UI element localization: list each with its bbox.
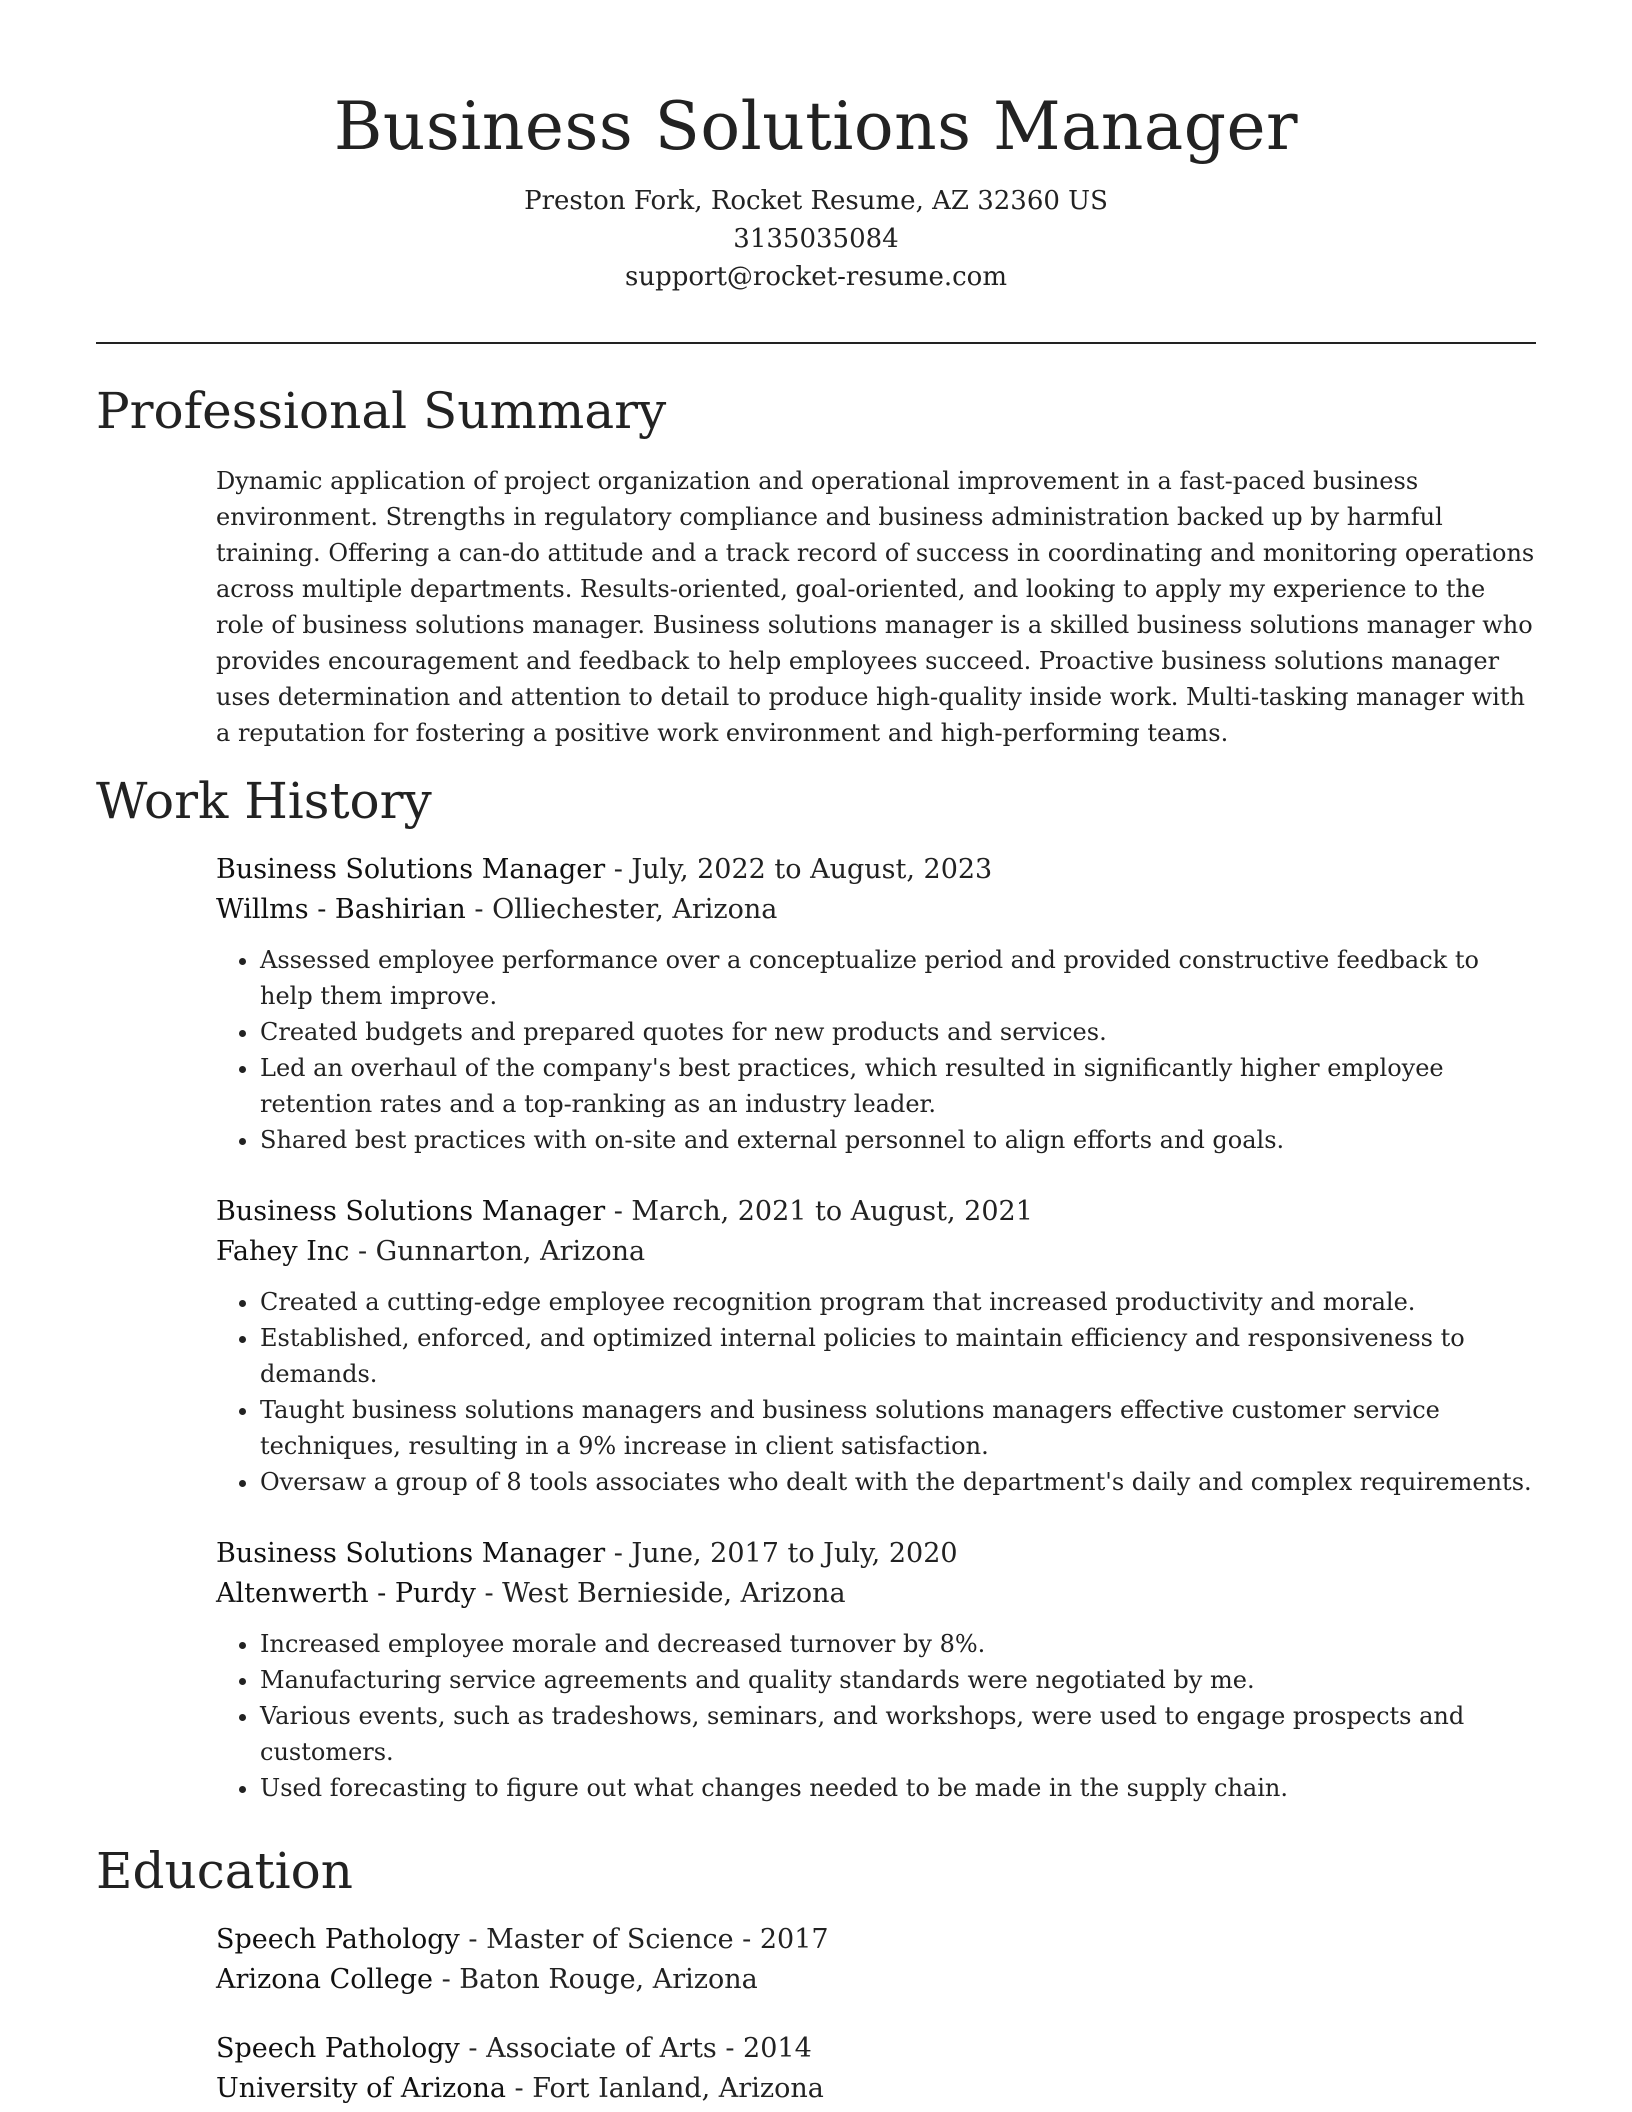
job-bullet: • Created a cutting-edge employee recognition program that increased productivity and morale. xyxy=(260,1284,1536,1320)
job-title-line xyxy=(216,850,1536,890)
job-entry xyxy=(216,850,1536,1158)
job-company: Altenwerth - Purdy xyxy=(216,1578,476,1609)
candidate-name: Business Solutions Manager xyxy=(333,88,1299,165)
job-bullet: • Oversaw a group of 8 tools associates who dealt with the department's daily and complex requirements. xyxy=(260,1464,1536,1500)
job-bullet: • Shared best practices with on-site and external personnel to align efforts and goals. xyxy=(260,1122,1536,1158)
education-degree-year: - Associate of Arts - 2014 xyxy=(459,2033,812,2064)
job-bullets xyxy=(216,942,1536,1158)
job-title: Business Solutions Manager xyxy=(216,854,606,885)
education-field: Speech Pathology xyxy=(216,2033,460,2064)
job-title-line xyxy=(216,1534,1536,1574)
education-school-line xyxy=(216,2069,1536,2109)
job-location: - Gunnarton, Arizona xyxy=(349,1236,646,1267)
job-title-line xyxy=(216,1192,1536,1232)
phone: 3135035084 xyxy=(733,224,899,254)
header-divider xyxy=(96,342,1536,344)
job-company: Fahey Inc xyxy=(216,1236,350,1267)
job-dates: - June, 2017 to July, 2020 xyxy=(605,1538,958,1569)
education-degree-line xyxy=(216,2029,1536,2069)
job-bullets xyxy=(216,1284,1536,1500)
job-bullet: • Assessed employee performance over a conceptualize period and provided constructive feedback to help them improve. xyxy=(260,942,1536,1014)
job-bullet: • Established, enforced, and optimized internal policies to maintain efficiency and responsiveness to demands. xyxy=(260,1320,1536,1392)
job-bullet: • Led an overhaul of the company's best practices, which resulted in significantly higher employee retention rates and a top-ranking as an industry leader. xyxy=(260,1050,1536,1122)
job-bullet: • Taught business solutions managers and business solutions managers effective customer service techniques, resulting in a 9% increase in client satisfaction. xyxy=(260,1392,1536,1464)
contact-block xyxy=(0,182,1632,296)
education-school: University of Arizona xyxy=(216,2073,506,2104)
education-entry xyxy=(216,1920,1536,2000)
job-dates: - July, 2022 to August, 2023 xyxy=(605,854,993,885)
work-history-heading: Work History xyxy=(96,772,432,830)
education-degree-year: - Master of Science - 2017 xyxy=(459,1924,829,1955)
job-entry xyxy=(216,1534,1536,1806)
education-heading: Education xyxy=(96,1842,353,1900)
job-title: Business Solutions Manager xyxy=(216,1538,606,1569)
job-entry xyxy=(216,1192,1536,1500)
job-bullet: • Used forecasting to figure out what changes needed to be made in the supply chain. xyxy=(260,1770,1536,1806)
job-bullet: • Created budgets and prepared quotes for new products and services. xyxy=(260,1014,1536,1050)
education-school-line xyxy=(216,1960,1536,2000)
job-title: Business Solutions Manager xyxy=(216,1196,606,1227)
job-location: - Olliechester, Arizona xyxy=(465,894,778,925)
job-company-line xyxy=(216,890,1536,930)
email: support@rocket-resume.com xyxy=(624,262,1007,292)
education-location: - Baton Rouge, Arizona xyxy=(433,1964,758,1995)
education-school: Arizona College xyxy=(216,1964,434,1995)
education-field: Speech Pathology xyxy=(216,1924,460,1955)
education-location: - Fort Ianland, Arizona xyxy=(505,2073,824,2104)
job-bullet: • Increased employee morale and decreased turnover by 8%. xyxy=(260,1626,1536,1662)
resume-header xyxy=(0,82,1632,296)
job-location: - West Bernieside, Arizona xyxy=(475,1578,846,1609)
job-company: Willms - Bashirian xyxy=(216,894,466,925)
education-entry xyxy=(216,2029,1536,2109)
summary-text: Dynamic application of project organization and operational improvement in a fast-paced business environment. Strengths in regulatory compliance and business administration backed up by harmful training. Offering a can-do attitude and a track record of success in coordinating and monitoring operations across multiple departments. Results-oriented, goal-oriented, and looking to apply my experience to the role of business solutions manager. Business solutions manager is a skilled business solutions manager who provides encouragement and feedback to help employees succeed. Proactive business solutions manager uses determination and attention to detail to produce high-quality inside work. Multi-tasking manager with a reputation for fostering a positive work environment and high-performing teams. xyxy=(216,467,1535,747)
summary-heading: Professional Summary xyxy=(96,382,667,440)
job-company-line xyxy=(216,1232,1536,1272)
job-dates: - March, 2021 to August, 2021 xyxy=(605,1196,1033,1227)
job-company-line xyxy=(216,1574,1536,1614)
education-degree-line xyxy=(216,1920,1536,1960)
address: Preston Fork, Rocket Resume, AZ 32360 US xyxy=(524,186,1108,216)
job-bullets xyxy=(216,1626,1536,1806)
job-bullet: • Various events, such as tradeshows, seminars, and workshops, were used to engage prospects and customers. xyxy=(260,1698,1536,1770)
job-bullet: • Manufacturing service agreements and quality standards were negotiated by me. xyxy=(260,1662,1536,1698)
